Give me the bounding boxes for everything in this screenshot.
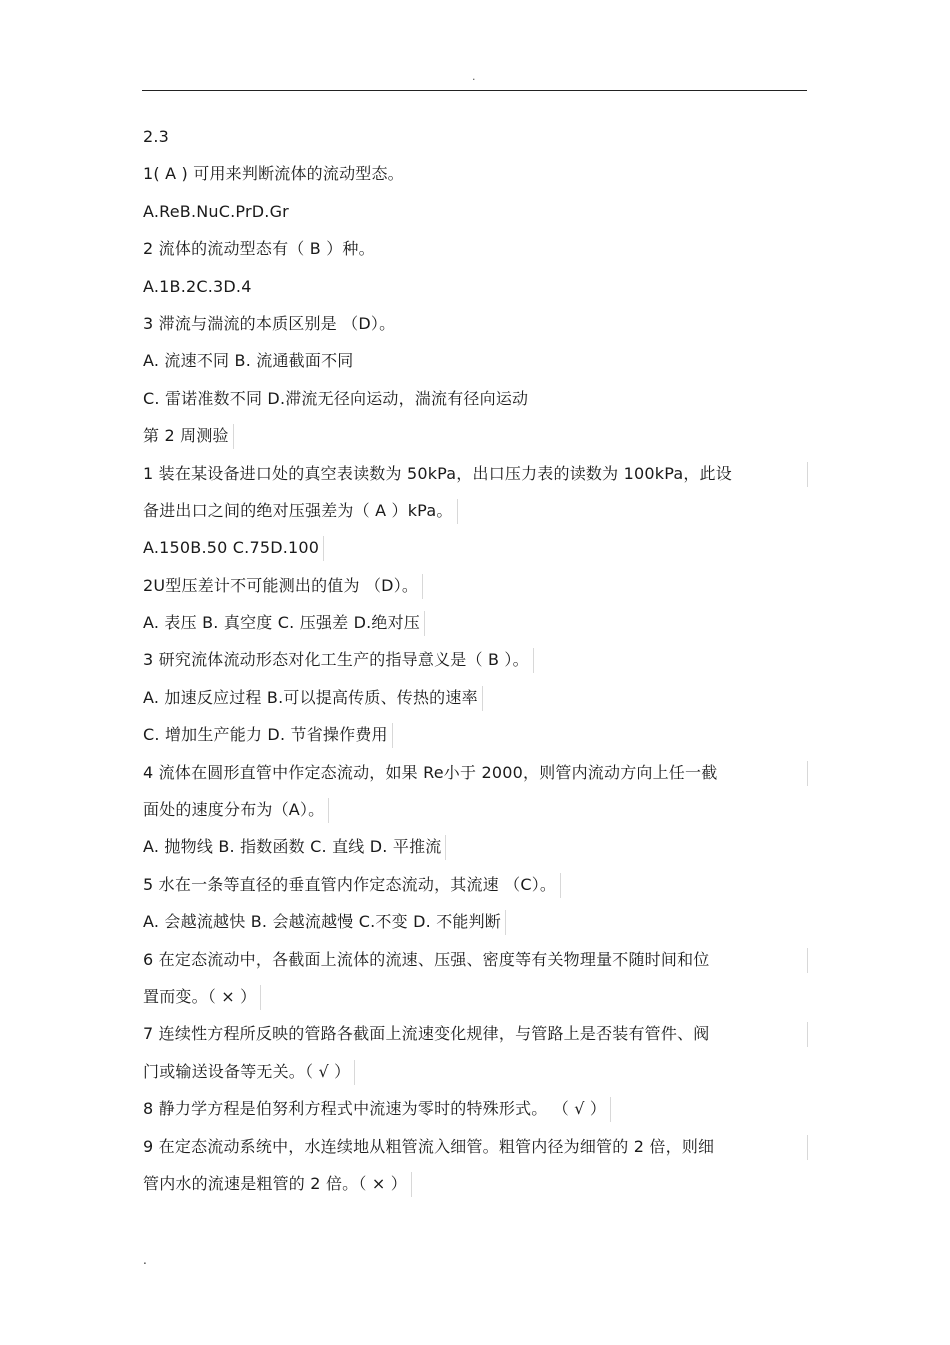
quiz-question-7a: 7 连续性方程所反映的管路各截面上流速变化规律，与管路上是否装有管件、阀 [143, 1022, 808, 1047]
quiz-question-1a: 1 装在某设备进口处的真空表读数为 50kPa，出口压力表的读数为 100kPa，此设 [143, 462, 808, 487]
question-1: 1( A ) 可用来判断流体的流动型态。 [143, 164, 404, 184]
section-number: 2.3 [143, 127, 170, 146]
quiz-options-4: A. 抛物线 B. 指数函数 C. 直线 D. 平推流 [143, 835, 446, 860]
quiz-question-2: 2U型压差计不可能测出的值为 （D）。 [143, 574, 423, 599]
footer-mark: . [143, 1253, 147, 1267]
options-1: A.ReB.NuC.PrD.Gr [143, 201, 289, 221]
quiz-options-2: A. 表压 B. 真空度 C. 压强差 D.绝对压 [143, 611, 425, 636]
quiz-options-1: A.150B.50 C.75D.100 [143, 536, 324, 561]
question-2: 2 流体的流动型态有（ B ）种。 [143, 239, 375, 259]
header-mark: . [472, 70, 476, 83]
quiz-question-9a: 9 在定态流动系统中，水连续地从粗管流入细管。粗管内径为细管的 2 倍，则细 [143, 1135, 808, 1160]
options-3b: C. 雷诺准数不同 D.滞流无径向运动，湍流有径向运动 [143, 388, 529, 408]
quiz-question-8: 8 静力学方程是伯努利方程式中流速为零时的特殊形式。 （ √ ） [143, 1097, 611, 1122]
quiz-options-3b: C. 增加生产能力 D. 节省操作费用 [143, 723, 393, 748]
quiz-title: 第 2 周测验 [143, 424, 234, 449]
quiz-options-5: A. 会越流越快 B. 会越流越慢 C.不变 D. 不能判断 [143, 910, 506, 935]
quiz-question-4a: 4 流体在圆形直管中作定态流动，如果 Re小于 2000，则管内流动方向上任一截 [143, 761, 808, 786]
question-3: 3 滞流与湍流的本质区别是 （D）。 [143, 313, 396, 333]
options-3a: A. 流速不同 B. 流通截面不同 [143, 351, 354, 371]
options-2: A.1B.2C.3D.4 [143, 276, 252, 296]
quiz-question-6a: 6 在定态流动中，各截面上流体的流速、压强、密度等有关物理量不随时间和位 [143, 948, 808, 973]
quiz-question-4b: 面处的速度分布为（A）。 [143, 798, 329, 823]
question-list [143, 125, 813, 1209]
quiz-options-3a: A. 加速反应过程 B.可以提高传质、传热的速率 [143, 686, 483, 711]
quiz-question-7b: 门或输送设备等无关。（ √ ） [143, 1060, 355, 1085]
quiz-question-5: 5 水在一条等直径的垂直管内作定态流动，其流速 （C）。 [143, 873, 561, 898]
quiz-question-1b: 备进出口之间的绝对压强差为（ A ）kPa。 [143, 499, 458, 524]
quiz-question-6b: 置而变。（ × ） [143, 985, 261, 1010]
quiz-question-3: 3 研究流体流动形态对化工生产的指导意义是（ B ）。 [143, 648, 534, 673]
quiz-question-9b: 管内水的流速是粗管的 2 倍。（ × ） [143, 1172, 412, 1197]
header-rule [142, 90, 807, 91]
